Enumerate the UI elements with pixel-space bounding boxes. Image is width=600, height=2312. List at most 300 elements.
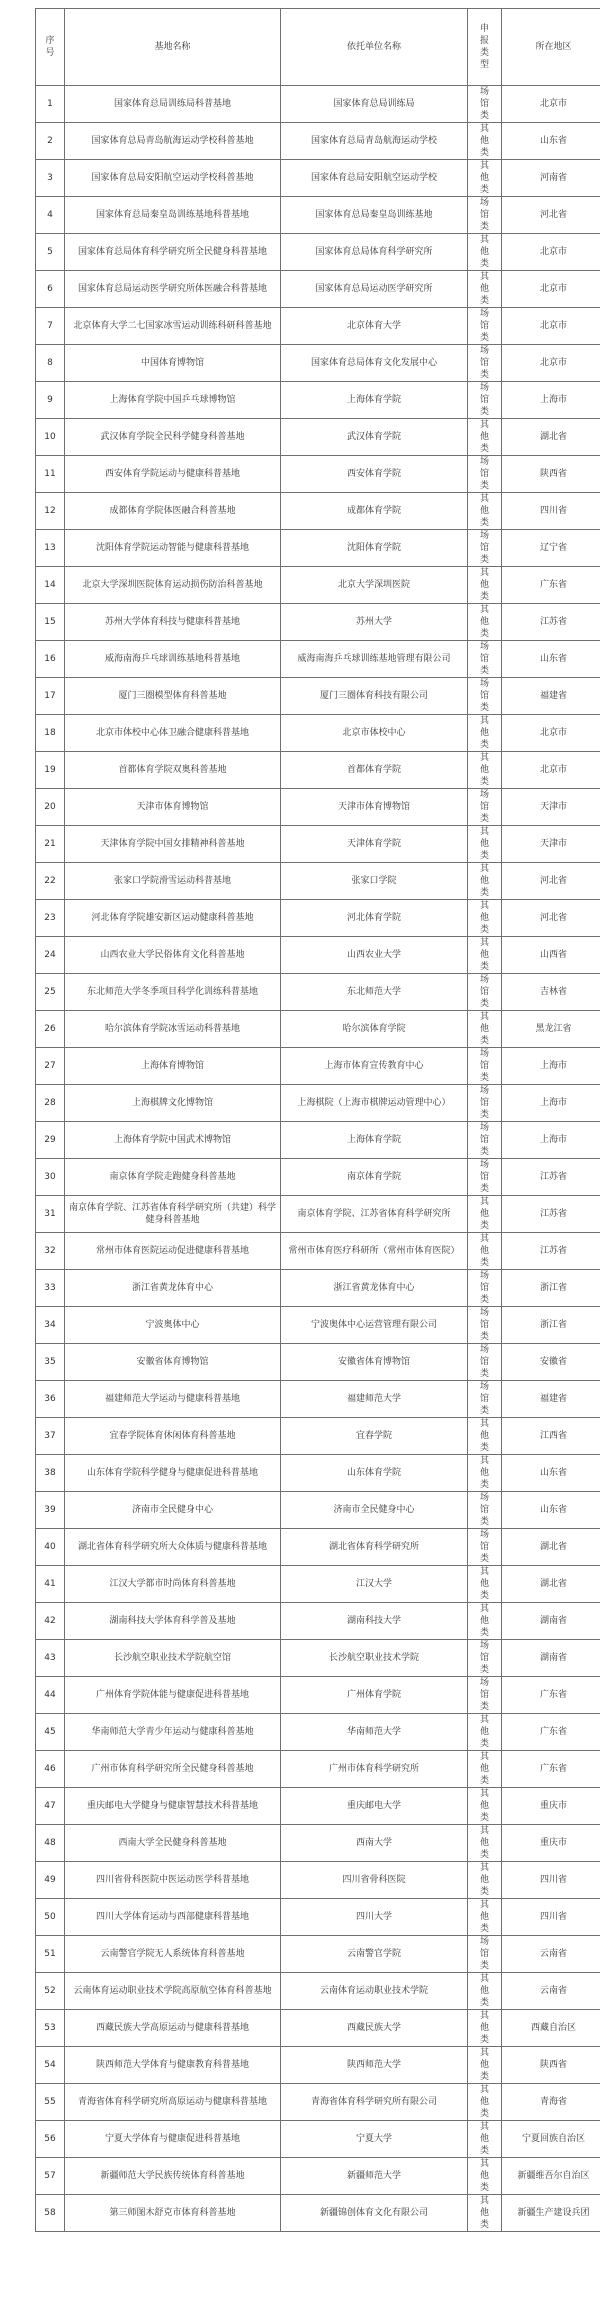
cell-index: 23 bbox=[36, 900, 65, 937]
cell-index: 31 bbox=[36, 1196, 65, 1233]
cell-unit-name: 安徽省体育博物馆 bbox=[281, 1344, 468, 1381]
cell-type: 其他类 bbox=[468, 2047, 502, 2084]
cell-type: 其他类 bbox=[468, 2195, 502, 2232]
cell-region: 西藏自治区 bbox=[502, 2010, 600, 2047]
table-row bbox=[36, 1529, 600, 1566]
table-body bbox=[36, 9, 600, 2232]
cell-base-name: 湖北省体育科学研究所大众体质与健康科普基地 bbox=[65, 1529, 281, 1566]
cell-index: 55 bbox=[36, 2084, 65, 2121]
cell-index: 27 bbox=[36, 1048, 65, 1085]
cell-index: 57 bbox=[36, 2158, 65, 2195]
cell-unit-name: 江汉大学 bbox=[281, 1566, 468, 1603]
cell-region: 云南省 bbox=[502, 1936, 600, 1973]
table-row bbox=[36, 1270, 600, 1307]
table-row bbox=[36, 1455, 600, 1492]
cell-index: 37 bbox=[36, 1418, 65, 1455]
cell-unit-name: 山西农业大学 bbox=[281, 937, 468, 974]
cell-unit-name: 四川省骨科医院 bbox=[281, 1862, 468, 1899]
cell-index: 12 bbox=[36, 493, 65, 530]
cell-unit-name: 国家体育总局训练局 bbox=[281, 86, 468, 123]
cell-index: 58 bbox=[36, 2195, 65, 2232]
cell-type: 其他类 bbox=[468, 937, 502, 974]
cell-unit-name: 苏州大学 bbox=[281, 604, 468, 641]
cell-base-name: 浙江省黄龙体育中心 bbox=[65, 1270, 281, 1307]
cell-region: 山东省 bbox=[502, 641, 600, 678]
cell-base-name: 西南大学全民健身科普基地 bbox=[65, 1825, 281, 1862]
cell-type: 其他类 bbox=[468, 1233, 502, 1270]
cell-type: 场馆类 bbox=[468, 1307, 502, 1344]
cell-index: 13 bbox=[36, 530, 65, 567]
cell-base-name: 常州市体育医院运动促进健康科普基地 bbox=[65, 1233, 281, 1270]
table-row bbox=[36, 1603, 600, 1640]
cell-base-name: 云南警官学院无人系统体育科普基地 bbox=[65, 1936, 281, 1973]
cell-region: 河北省 bbox=[502, 900, 600, 937]
table-row bbox=[36, 1159, 600, 1196]
cell-type: 场馆类 bbox=[468, 641, 502, 678]
cell-base-name: 上海体育博物馆 bbox=[65, 1048, 281, 1085]
cell-index: 28 bbox=[36, 1085, 65, 1122]
cell-index: 48 bbox=[36, 1825, 65, 1862]
table-row bbox=[36, 1492, 600, 1529]
cell-type: 场馆类 bbox=[468, 1270, 502, 1307]
cell-base-name: 湖南科技大学体育科学普及基地 bbox=[65, 1603, 281, 1640]
cell-base-name: 南京体育学院走跑健身科普基地 bbox=[65, 1159, 281, 1196]
cell-index: 45 bbox=[36, 1714, 65, 1751]
cell-unit-name: 国家体育总局青岛航海运动学校 bbox=[281, 123, 468, 160]
cell-base-name: 宁波奥体中心 bbox=[65, 1307, 281, 1344]
table-row bbox=[36, 382, 600, 419]
cell-region: 四川省 bbox=[502, 1862, 600, 1899]
cell-type: 其他类 bbox=[468, 1973, 502, 2010]
cell-base-name: 新疆师范大学民族传统体育科普基地 bbox=[65, 2158, 281, 2195]
cell-base-name: 河北体育学院雄安新区运动健康科普基地 bbox=[65, 900, 281, 937]
cell-unit-name: 湖南科技大学 bbox=[281, 1603, 468, 1640]
cell-unit-name: 宜春学院 bbox=[281, 1418, 468, 1455]
cell-base-name: 四川省骨科医院中医运动医学科普基地 bbox=[65, 1862, 281, 1899]
cell-index: 36 bbox=[36, 1381, 65, 1418]
cell-type: 其他类 bbox=[468, 1566, 502, 1603]
table-row bbox=[36, 1011, 600, 1048]
cell-type: 其他类 bbox=[468, 2158, 502, 2195]
cell-unit-name: 华南师范大学 bbox=[281, 1714, 468, 1751]
cell-base-name: 国家体育总局安阳航空运动学校科普基地 bbox=[65, 160, 281, 197]
header-unit-name: 依托单位名称 bbox=[281, 9, 468, 86]
cell-unit-name: 国家体育总局运动医学研究所 bbox=[281, 271, 468, 308]
cell-type: 其他类 bbox=[468, 826, 502, 863]
cell-region: 黑龙江省 bbox=[502, 1011, 600, 1048]
cell-region: 重庆市 bbox=[502, 1825, 600, 1862]
cell-unit-name: 北京市体校中心 bbox=[281, 715, 468, 752]
cell-base-name: 国家体育总局训练局科普基地 bbox=[65, 86, 281, 123]
cell-index: 8 bbox=[36, 345, 65, 382]
cell-type: 场馆类 bbox=[468, 1640, 502, 1677]
cell-index: 3 bbox=[36, 160, 65, 197]
cell-base-name: 安徽省体育博物馆 bbox=[65, 1344, 281, 1381]
cell-type: 场馆类 bbox=[468, 1529, 502, 1566]
table-row bbox=[36, 1344, 600, 1381]
cell-unit-name: 成都体育学院 bbox=[281, 493, 468, 530]
cell-unit-name: 天津体育学院 bbox=[281, 826, 468, 863]
cell-region: 江苏省 bbox=[502, 1196, 600, 1233]
cell-region: 河北省 bbox=[502, 863, 600, 900]
cell-unit-name: 国家体育总局体育科学研究所 bbox=[281, 234, 468, 271]
cell-base-name: 天津体育学院中国女排精神科普基地 bbox=[65, 826, 281, 863]
cell-region: 山东省 bbox=[502, 123, 600, 160]
cell-region: 广东省 bbox=[502, 1751, 600, 1788]
cell-region: 宁夏回族自治区 bbox=[502, 2121, 600, 2158]
header-region: 所在地区 bbox=[502, 9, 600, 86]
header-index: 序号 bbox=[36, 9, 65, 86]
cell-unit-name: 上海体育学院 bbox=[281, 1122, 468, 1159]
table-row bbox=[36, 604, 600, 641]
cell-type: 场馆类 bbox=[468, 1492, 502, 1529]
cell-type: 其他类 bbox=[468, 1751, 502, 1788]
cell-region: 北京市 bbox=[502, 715, 600, 752]
cell-region: 辽宁省 bbox=[502, 530, 600, 567]
cell-unit-name: 重庆邮电大学 bbox=[281, 1788, 468, 1825]
table-row bbox=[36, 1418, 600, 1455]
cell-index: 50 bbox=[36, 1899, 65, 1936]
cell-base-name: 西安体育学院运动与健康科普基地 bbox=[65, 456, 281, 493]
table-row bbox=[36, 2084, 600, 2121]
table-row bbox=[36, 530, 600, 567]
cell-region: 山东省 bbox=[502, 1455, 600, 1492]
cell-index: 21 bbox=[36, 826, 65, 863]
table-row bbox=[36, 308, 600, 345]
table-row bbox=[36, 419, 600, 456]
cell-region: 江苏省 bbox=[502, 604, 600, 641]
cell-index: 42 bbox=[36, 1603, 65, 1640]
cell-type: 其他类 bbox=[468, 715, 502, 752]
cell-region: 江苏省 bbox=[502, 1233, 600, 1270]
cell-index: 24 bbox=[36, 937, 65, 974]
cell-index: 4 bbox=[36, 197, 65, 234]
cell-base-name: 江汉大学都市时尚体育科普基地 bbox=[65, 1566, 281, 1603]
table-row bbox=[36, 715, 600, 752]
cell-region: 湖北省 bbox=[502, 1566, 600, 1603]
table-row bbox=[36, 863, 600, 900]
cell-type: 其他类 bbox=[468, 2084, 502, 2121]
cell-region: 北京市 bbox=[502, 345, 600, 382]
cell-region: 北京市 bbox=[502, 234, 600, 271]
cell-unit-name: 北京体育大学 bbox=[281, 308, 468, 345]
cell-type: 场馆类 bbox=[468, 308, 502, 345]
cell-type: 场馆类 bbox=[468, 1344, 502, 1381]
cell-base-name: 重庆邮电大学健身与健康智慧技术科普基地 bbox=[65, 1788, 281, 1825]
cell-region: 福建省 bbox=[502, 678, 600, 715]
cell-base-name: 中国体育博物馆 bbox=[65, 345, 281, 382]
cell-region: 安徽省 bbox=[502, 1344, 600, 1381]
table-row bbox=[36, 1714, 600, 1751]
cell-region: 江西省 bbox=[502, 1418, 600, 1455]
cell-region: 湖南省 bbox=[502, 1603, 600, 1640]
cell-region: 新疆生产建设兵团 bbox=[502, 2195, 600, 2232]
cell-type: 其他类 bbox=[468, 160, 502, 197]
cell-index: 34 bbox=[36, 1307, 65, 1344]
cell-type: 场馆类 bbox=[468, 456, 502, 493]
cell-type: 场馆类 bbox=[468, 1677, 502, 1714]
table-row bbox=[36, 1640, 600, 1677]
table-row bbox=[36, 1381, 600, 1418]
cell-unit-name: 四川大学 bbox=[281, 1899, 468, 1936]
cell-index: 6 bbox=[36, 271, 65, 308]
cell-type: 其他类 bbox=[468, 419, 502, 456]
cell-unit-name: 上海市体育宣传教育中心 bbox=[281, 1048, 468, 1085]
cell-unit-name: 宁夏大学 bbox=[281, 2121, 468, 2158]
cell-region: 四川省 bbox=[502, 493, 600, 530]
cell-region: 北京市 bbox=[502, 86, 600, 123]
cell-type: 其他类 bbox=[468, 493, 502, 530]
cell-region: 四川省 bbox=[502, 1899, 600, 1936]
cell-unit-name: 上海体育学院 bbox=[281, 382, 468, 419]
cell-unit-name: 长沙航空职业技术学院 bbox=[281, 1640, 468, 1677]
cell-type: 其他类 bbox=[468, 900, 502, 937]
cell-unit-name: 西藏民族大学 bbox=[281, 2010, 468, 2047]
cell-index: 52 bbox=[36, 1973, 65, 2010]
cell-region: 云南省 bbox=[502, 1973, 600, 2010]
cell-base-name: 威海南海乒乓球训练基地科普基地 bbox=[65, 641, 281, 678]
cell-type: 其他类 bbox=[468, 1603, 502, 1640]
table-row bbox=[36, 752, 600, 789]
cell-unit-name: 福建师范大学 bbox=[281, 1381, 468, 1418]
document-page bbox=[35, 8, 600, 2232]
cell-base-name: 天津市体育博物馆 bbox=[65, 789, 281, 826]
cell-type: 其他类 bbox=[468, 234, 502, 271]
cell-unit-name: 青海省体育科学研究所有限公司 bbox=[281, 2084, 468, 2121]
cell-index: 30 bbox=[36, 1159, 65, 1196]
cell-region: 天津市 bbox=[502, 826, 600, 863]
cell-unit-name: 西南大学 bbox=[281, 1825, 468, 1862]
cell-unit-name: 张家口学院 bbox=[281, 863, 468, 900]
cell-base-name: 山西农业大学民俗体育文化科普基地 bbox=[65, 937, 281, 974]
table-row bbox=[36, 826, 600, 863]
cell-unit-name: 新疆锦创体育文化有限公司 bbox=[281, 2195, 468, 2232]
cell-unit-name: 常州市体育医疗科研所（常州市体育医院） bbox=[281, 1233, 468, 1270]
cell-base-name: 首都体育学院双奥科普基地 bbox=[65, 752, 281, 789]
cell-base-name: 第三师图木舒克市体育科普基地 bbox=[65, 2195, 281, 2232]
cell-region: 吉林省 bbox=[502, 974, 600, 1011]
table-row bbox=[36, 2010, 600, 2047]
cell-type: 其他类 bbox=[468, 863, 502, 900]
cell-base-name: 厦门三圈模型体育科普基地 bbox=[65, 678, 281, 715]
cell-base-name: 宁夏大学体育与健康促进科普基地 bbox=[65, 2121, 281, 2158]
cell-type: 场馆类 bbox=[468, 1381, 502, 1418]
cell-base-name: 上海体育学院中国武术博物馆 bbox=[65, 1122, 281, 1159]
cell-index: 20 bbox=[36, 789, 65, 826]
cell-base-name: 山东体育学院科学健身与健康促进科普基地 bbox=[65, 1455, 281, 1492]
cell-index: 10 bbox=[36, 419, 65, 456]
cell-base-name: 北京大学深圳医院体育运动损伤防治科普基地 bbox=[65, 567, 281, 604]
cell-type: 场馆类 bbox=[468, 530, 502, 567]
cell-base-name: 上海体育学院中国乒乓球博物馆 bbox=[65, 382, 281, 419]
cell-type: 其他类 bbox=[468, 123, 502, 160]
header-base-name: 基地名称 bbox=[65, 9, 281, 86]
cell-region: 北京市 bbox=[502, 271, 600, 308]
cell-type: 场馆类 bbox=[468, 197, 502, 234]
cell-index: 16 bbox=[36, 641, 65, 678]
table-row bbox=[36, 789, 600, 826]
cell-type: 场馆类 bbox=[468, 789, 502, 826]
cell-type: 其他类 bbox=[468, 1862, 502, 1899]
cell-base-name: 苏州大学体育科技与健康科普基地 bbox=[65, 604, 281, 641]
cell-index: 5 bbox=[36, 234, 65, 271]
cell-unit-name: 厦门三圈体育科技有限公司 bbox=[281, 678, 468, 715]
cell-type: 场馆类 bbox=[468, 1085, 502, 1122]
cell-base-name: 广州体育学院体能与健康促进科普基地 bbox=[65, 1677, 281, 1714]
cell-type: 场馆类 bbox=[468, 678, 502, 715]
cell-index: 33 bbox=[36, 1270, 65, 1307]
cell-unit-name: 新疆师范大学 bbox=[281, 2158, 468, 2195]
cell-base-name: 国家体育总局秦皇岛训练基地科普基地 bbox=[65, 197, 281, 234]
cell-unit-name: 国家体育总局安阳航空运动学校 bbox=[281, 160, 468, 197]
cell-region: 浙江省 bbox=[502, 1307, 600, 1344]
cell-type: 场馆类 bbox=[468, 1159, 502, 1196]
cell-region: 福建省 bbox=[502, 1381, 600, 1418]
cell-region: 陕西省 bbox=[502, 2047, 600, 2084]
cell-base-name: 华南师范大学青少年运动与健康科普基地 bbox=[65, 1714, 281, 1751]
cell-unit-name: 东北师范大学 bbox=[281, 974, 468, 1011]
cell-unit-name: 南京体育学院 bbox=[281, 1159, 468, 1196]
cell-type: 场馆类 bbox=[468, 1048, 502, 1085]
cell-unit-name: 浙江省黄龙体育中心 bbox=[281, 1270, 468, 1307]
table-row bbox=[36, 1936, 600, 1973]
cell-unit-name: 天津市体育博物馆 bbox=[281, 789, 468, 826]
cell-index: 14 bbox=[36, 567, 65, 604]
cell-base-name: 长沙航空职业技术学院航空馆 bbox=[65, 1640, 281, 1677]
cell-type: 其他类 bbox=[468, 752, 502, 789]
cell-index: 17 bbox=[36, 678, 65, 715]
cell-type: 场馆类 bbox=[468, 1936, 502, 1973]
cell-unit-name: 宁波奥体中心运营管理有限公司 bbox=[281, 1307, 468, 1344]
cell-base-name: 张家口学院滑雪运动科普基地 bbox=[65, 863, 281, 900]
cell-region: 河南省 bbox=[502, 160, 600, 197]
table-row bbox=[36, 2047, 600, 2084]
table-header-row bbox=[36, 9, 600, 86]
table-row bbox=[36, 345, 600, 382]
table-row bbox=[36, 234, 600, 271]
cell-base-name: 青海省体育科学研究所高原运动与健康科普基地 bbox=[65, 2084, 281, 2121]
table-row bbox=[36, 1677, 600, 1714]
cell-region: 湖北省 bbox=[502, 419, 600, 456]
cell-index: 19 bbox=[36, 752, 65, 789]
cell-index: 9 bbox=[36, 382, 65, 419]
cell-region: 重庆市 bbox=[502, 1788, 600, 1825]
cell-type: 其他类 bbox=[468, 1196, 502, 1233]
cell-type: 场馆类 bbox=[468, 345, 502, 382]
table-row bbox=[36, 86, 600, 123]
cell-base-name: 国家体育总局青岛航海运动学校科普基地 bbox=[65, 123, 281, 160]
table-row bbox=[36, 900, 600, 937]
cell-unit-name: 河北体育学院 bbox=[281, 900, 468, 937]
cell-base-name: 东北师范大学冬季项目科学化训练科普基地 bbox=[65, 974, 281, 1011]
cell-base-name: 南京体育学院、江苏省体育科学研究所（共建）科学健身科普基地 bbox=[65, 1196, 281, 1233]
cell-unit-name: 湖北省体育科学研究所 bbox=[281, 1529, 468, 1566]
table-row bbox=[36, 271, 600, 308]
cell-region: 上海市 bbox=[502, 1085, 600, 1122]
cell-base-name: 陕西师范大学体育与健康教育科普基地 bbox=[65, 2047, 281, 2084]
cell-unit-name: 济南市全民健身中心 bbox=[281, 1492, 468, 1529]
cell-unit-name: 上海棋院（上海市棋牌运动管理中心） bbox=[281, 1085, 468, 1122]
cell-index: 53 bbox=[36, 2010, 65, 2047]
cell-region: 江苏省 bbox=[502, 1159, 600, 1196]
cell-region: 湖南省 bbox=[502, 1640, 600, 1677]
cell-base-name: 宜春学院体育休闲体育科普基地 bbox=[65, 1418, 281, 1455]
cell-index: 29 bbox=[36, 1122, 65, 1159]
cell-unit-name: 南京体育学院、江苏省体育科学研究所 bbox=[281, 1196, 468, 1233]
cell-region: 河北省 bbox=[502, 197, 600, 234]
cell-type: 其他类 bbox=[468, 567, 502, 604]
cell-index: 15 bbox=[36, 604, 65, 641]
cell-index: 46 bbox=[36, 1751, 65, 1788]
table-row bbox=[36, 1899, 600, 1936]
cell-unit-name: 陕西师范大学 bbox=[281, 2047, 468, 2084]
cell-unit-name: 武汉体育学院 bbox=[281, 419, 468, 456]
cell-index: 7 bbox=[36, 308, 65, 345]
cell-region: 新疆维吾尔自治区 bbox=[502, 2158, 600, 2195]
table-row bbox=[36, 937, 600, 974]
cell-base-name: 哈尔滨体育学院冰雪运动科普基地 bbox=[65, 1011, 281, 1048]
cell-region: 湖北省 bbox=[502, 1529, 600, 1566]
cell-region: 天津市 bbox=[502, 789, 600, 826]
cell-index: 44 bbox=[36, 1677, 65, 1714]
cell-base-name: 沈阳体育学院运动智能与健康科普基地 bbox=[65, 530, 281, 567]
cell-index: 25 bbox=[36, 974, 65, 1011]
cell-base-name: 国家体育总局体育科学研究所全民健身科普基地 bbox=[65, 234, 281, 271]
cell-unit-name: 广州体育学院 bbox=[281, 1677, 468, 1714]
cell-type: 其他类 bbox=[468, 1418, 502, 1455]
cell-unit-name: 首都体育学院 bbox=[281, 752, 468, 789]
cell-index: 32 bbox=[36, 1233, 65, 1270]
cell-index: 41 bbox=[36, 1566, 65, 1603]
table-row bbox=[36, 1973, 600, 2010]
table-row bbox=[36, 2195, 600, 2232]
cell-unit-name: 国家体育总局秦皇岛训练基地 bbox=[281, 197, 468, 234]
cell-base-name: 广州市体育科学研究所全民健身科普基地 bbox=[65, 1751, 281, 1788]
cell-unit-name: 沈阳体育学院 bbox=[281, 530, 468, 567]
table-row bbox=[36, 123, 600, 160]
table-row bbox=[36, 641, 600, 678]
cell-index: 35 bbox=[36, 1344, 65, 1381]
table-row bbox=[36, 1307, 600, 1344]
table-row bbox=[36, 1122, 600, 1159]
cell-unit-name: 广州市体育科学研究所 bbox=[281, 1751, 468, 1788]
cell-region: 广东省 bbox=[502, 1677, 600, 1714]
cell-index: 56 bbox=[36, 2121, 65, 2158]
cell-region: 浙江省 bbox=[502, 1270, 600, 1307]
table-row bbox=[36, 1233, 600, 1270]
cell-type: 场馆类 bbox=[468, 86, 502, 123]
table-row bbox=[36, 1566, 600, 1603]
cell-base-name: 武汉体育学院全民科学健身科普基地 bbox=[65, 419, 281, 456]
table-row bbox=[36, 2121, 600, 2158]
table-row bbox=[36, 456, 600, 493]
cell-base-name: 四川大学体育运动与西部健康科普基地 bbox=[65, 1899, 281, 1936]
cell-type: 其他类 bbox=[468, 1011, 502, 1048]
cell-region: 上海市 bbox=[502, 382, 600, 419]
cell-type: 其他类 bbox=[468, 2010, 502, 2047]
cell-base-name: 福建师范大学运动与健康科普基地 bbox=[65, 1381, 281, 1418]
table-row bbox=[36, 1048, 600, 1085]
cell-index: 1 bbox=[36, 86, 65, 123]
cell-base-name: 成都体育学院体医融合科普基地 bbox=[65, 493, 281, 530]
cell-region: 北京市 bbox=[502, 308, 600, 345]
table-row bbox=[36, 567, 600, 604]
cell-index: 2 bbox=[36, 123, 65, 160]
cell-unit-name: 云南体育运动职业技术学院 bbox=[281, 1973, 468, 2010]
cell-region: 广东省 bbox=[502, 1714, 600, 1751]
table-row bbox=[36, 197, 600, 234]
cell-index: 22 bbox=[36, 863, 65, 900]
